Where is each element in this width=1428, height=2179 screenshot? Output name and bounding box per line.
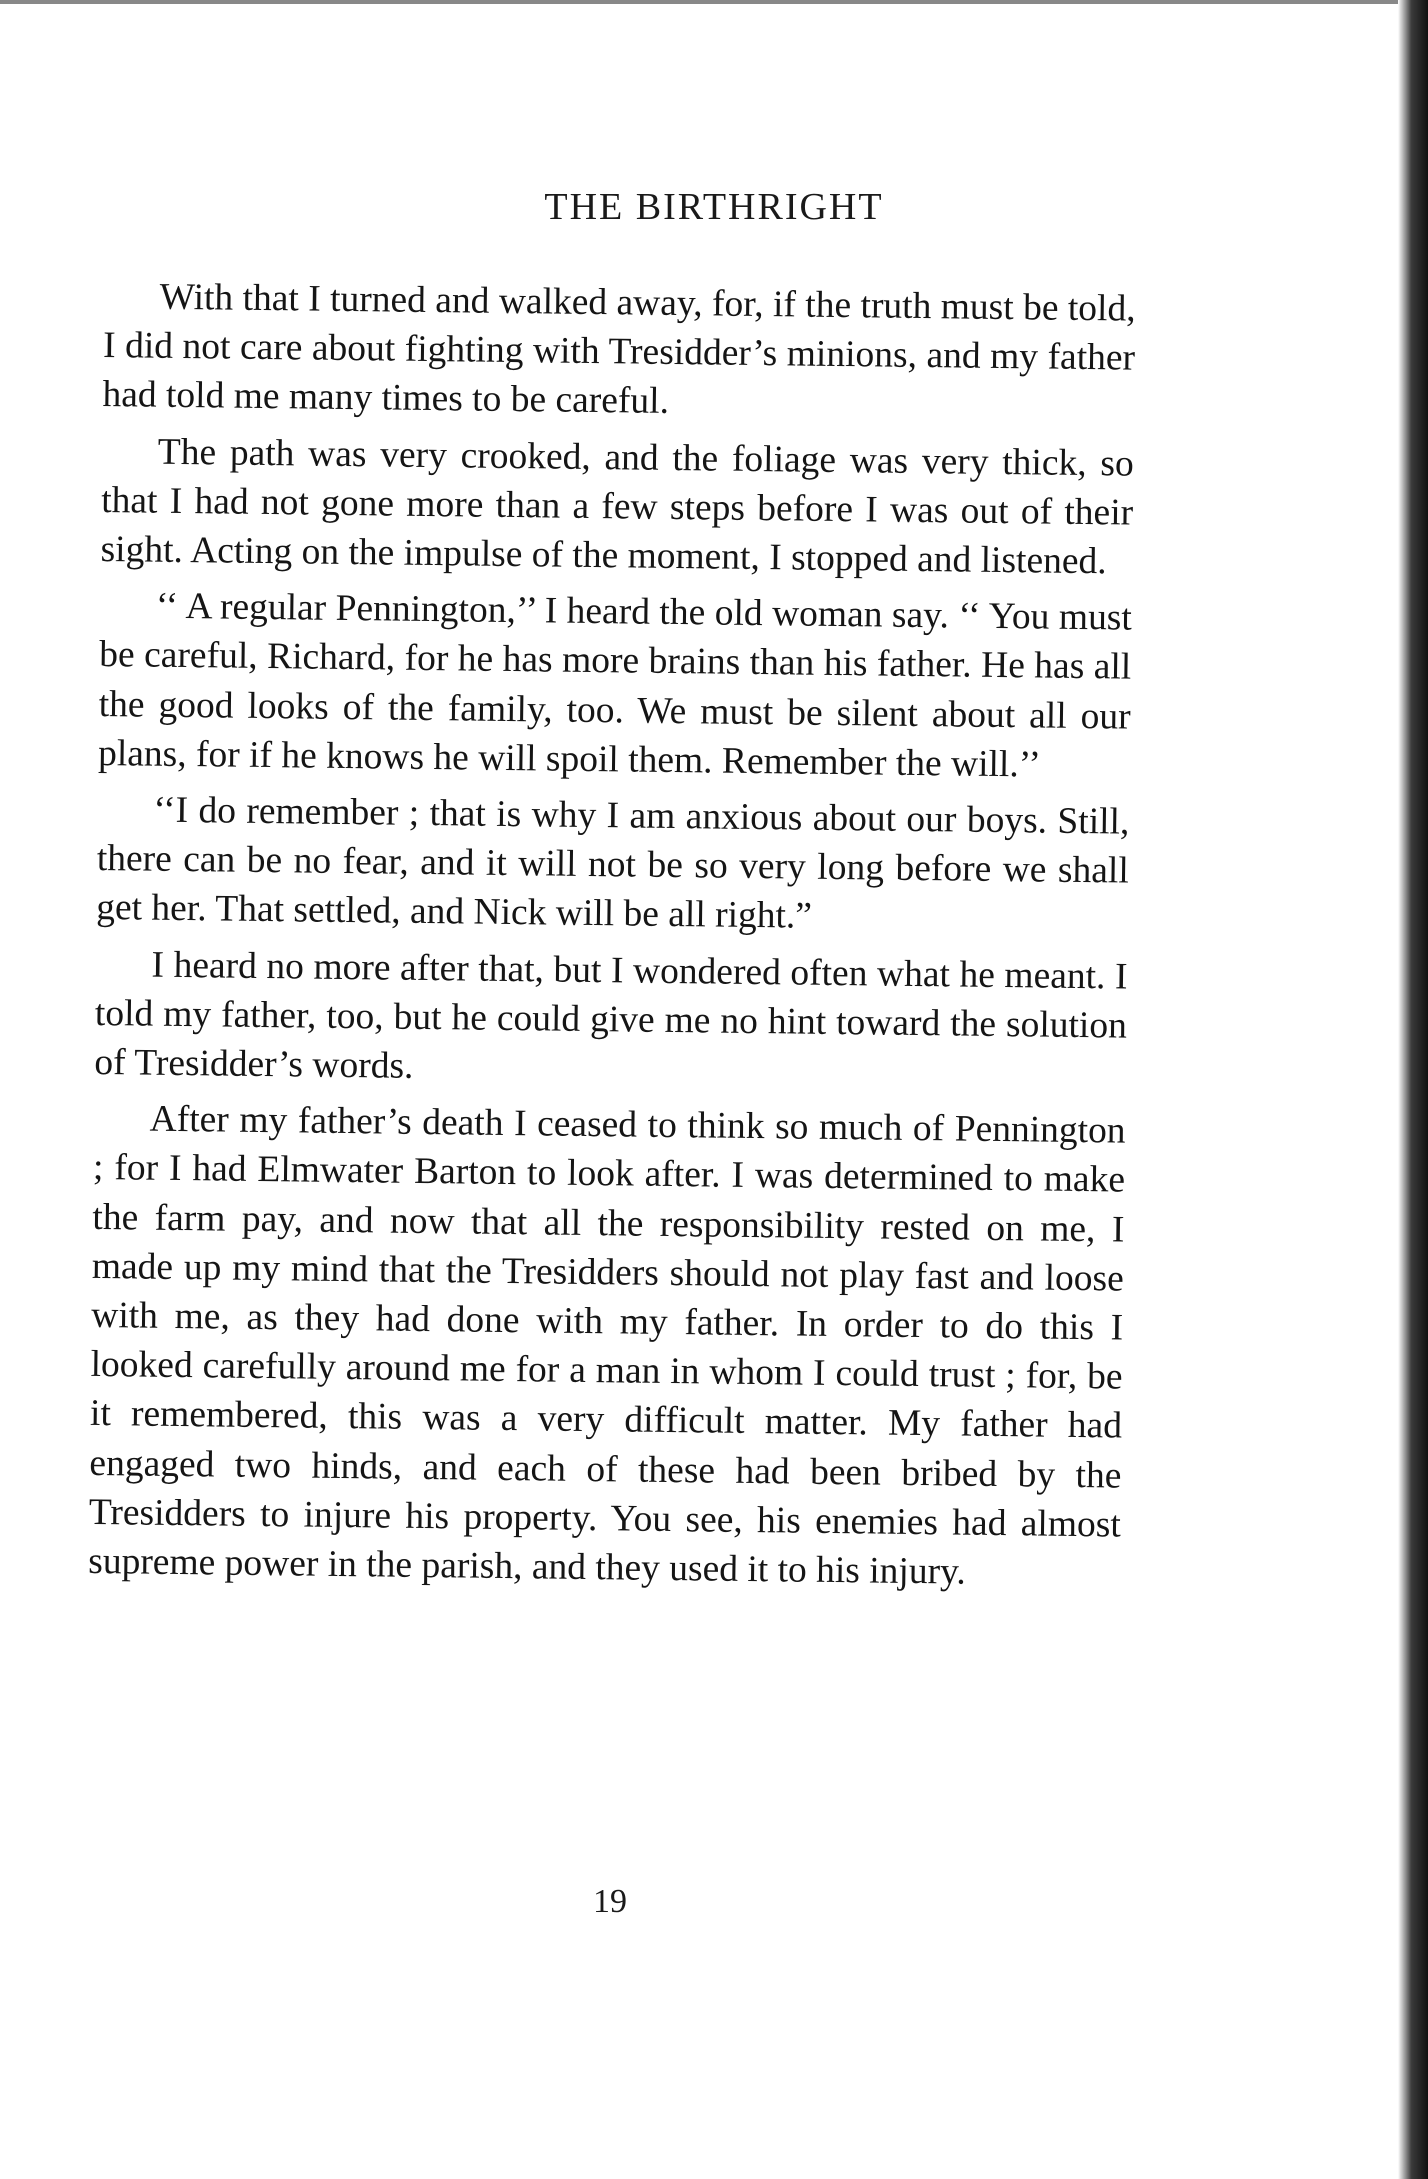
paragraph-6: After my father’s death I ceased to think so much of Pennington ; for I had Elmwater Barton to look after. I was determined to make the farm pay, and now that all the responsibility rested on me, I made up my mind that the Tresidders should not play fast and loose with me, as they had done with my father. In order to do this I looked carefully around me for a man in whom I could trust ; for, be it remembered, this was a very difficult matter. My father had engaged two hinds, and each of these had been bribed by the Tresidders to injure his property. You see, his enemies had almost supreme power in the parish, and they used it to his injury. (87, 1098, 1126, 1593)
page-number: 19 (593, 1883, 627, 1920)
paragraph-4: ‘‘I do remember ; that is why I am anxious about our boys. Still, there can be no fear, and it will not be so very long before we shall get her. That settled, and Nick will be all right.” (95, 789, 1130, 938)
body-text (88, 272, 1136, 1606)
paragraph-3: ‘‘ A regular Pennington,’’ I heard the old woman say. ‘‘ You must be careful, Richard, for he has more brains than his father. He has all the good looks of the family, too. We must be silent about all our plans, for if he knows he will spoil them. Remember the will.’’ (97, 585, 1133, 786)
scan-right-edge (1398, 0, 1428, 2179)
paragraph-1: With that I turned and walked away, for, if the truth must be told, I did not care about fighting with Tresidder’s minions, and my father had told me many times to be careful. (102, 276, 1136, 423)
scan-top-edge (0, 0, 1428, 4)
paragraph-5: I heard no more after that, but I wondered often what he meant. I told my father, too, but he could give me no hint toward the solution of Tresidder’s words. (94, 944, 1128, 1087)
paragraph-2: The path was very crooked, and the foliage was very thick, so that I had not gone more than a few steps before I was out of their sight. Acting on the impulse of the moment, I stopped and listened. (100, 431, 1134, 583)
running-title: THE BIRTHRIGHT (544, 186, 884, 228)
